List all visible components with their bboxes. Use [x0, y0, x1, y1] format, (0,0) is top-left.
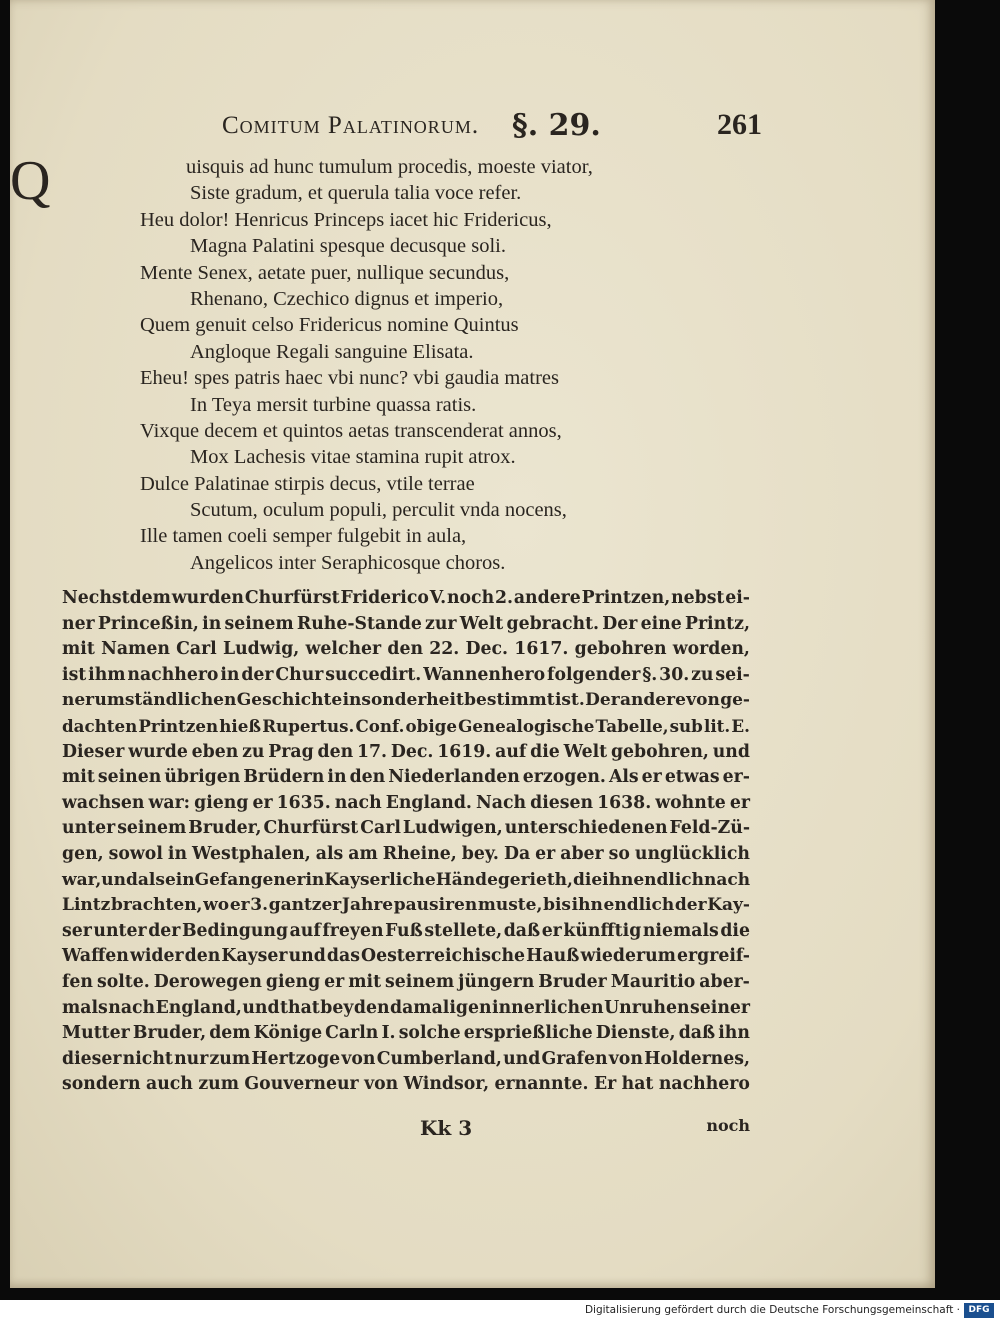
prose-line: dieser nicht nur zum Hertzoge von Cumberland, und Grafen von Holdernes,: [62, 1048, 750, 1069]
drop-cap: Q: [10, 150, 51, 212]
poem-line: Siste gradum, et querula talia voce refer.: [190, 182, 522, 205]
prose-line: wachsen war: gieng er 1635. nach England. Nach diesen 1638. wohnte er: [62, 792, 750, 813]
poem-line: Ille tamen coeli semper fulgebit in aula,: [140, 525, 467, 548]
prose-line: mit Namen Carl Ludwig, welcher den 22. Dec. 1617. gebohren worden,: [62, 639, 750, 660]
prose-line: gen, sowol in Westphalen, als am Rheine, bey. Da er aber so unglücklich: [62, 843, 750, 864]
prose-line: Nechstdem wurden Churfürst Friderico V. noch 2. andere Printzen, nebst ei-: [62, 588, 750, 608]
prose-line: war, und als ein Gefangener in Kayserliche Hände gerieth, die ihn endlich nach: [62, 869, 751, 890]
prose-line: Mutter Bruder, dem Könige Carln I. solche ersprießliche Dienste, daß ihn: [62, 1023, 750, 1044]
book-page: [10, 0, 935, 1288]
poem-line: In Teya mersit turbine quassa ratis.: [190, 393, 477, 416]
running-head: [222, 108, 762, 148]
poem-lines: [140, 154, 760, 576]
poem-line: Mente Senex, aetate puer, nullique secundus,: [140, 261, 510, 284]
poem-line: Magna Palatini spesque decusque soli.: [190, 235, 506, 258]
signature-line: [420, 1116, 750, 1146]
poem-line: Heu dolor! Henricus Princeps iacet hic Fridericus,: [140, 208, 552, 231]
funding-notice: Digitalisierung gefördert durch die Deutsche Forschungsgemeinschaft ·: [584, 1304, 960, 1316]
page-number: 261: [717, 108, 762, 141]
poem-line: Dulce Palatinae stirpis decus, vtile terrae: [140, 472, 475, 495]
digitization-banner: [0, 1300, 1000, 1323]
prose-line: mit seinen übrigen Brüdern in den Niederlanden erzogen. Als er etwas er-: [62, 767, 750, 788]
prose-line: mals nach England, und that bey den damaligen innerlichen Unruhen seiner: [62, 997, 750, 1018]
prose-line: Dieser wurde eben zu Prag den 17. Dec. 1619. auf die Welt gebohren, und: [62, 741, 750, 762]
prose-paragraph: [62, 586, 750, 1098]
poem-line: Quem genuit celso Fridericus nomine Quintus: [140, 314, 519, 337]
prose-line: fen solte. Derowegen gieng er mit seinem jüngern Bruder Mauritio aber-: [62, 971, 750, 992]
poem-line: Angloque Regali sanguine Elisata.: [190, 340, 474, 363]
poem-line: uisquis ad hunc tumulum procedis, moeste viator,: [186, 156, 593, 178]
prose-line: ner umständlichen Geschichte insonderheit bestimmt ist. Der andere von ge-: [62, 690, 750, 711]
prose-line: Lintz brachten, wo er 3. gantzer Jahre pausiren muste, bis ihn endlich der Kay-: [62, 895, 750, 916]
poem-line: Rhenano, Czechico dignus et imperio,: [190, 287, 504, 310]
poem-line: Scutum, oculum populi, perculit vnda nocens,: [190, 499, 567, 522]
catchword: noch: [706, 1116, 750, 1135]
section-number: §. 29.: [512, 108, 601, 143]
poem-line: Eheu! spes patris haec vbi nunc? vbi gaudia matres: [140, 367, 559, 390]
prose-line: ser unter der Bedingung auf freyen Fuß stellete, daß er künfftig niemals die: [62, 920, 750, 941]
dfg-logo: DFG: [964, 1303, 994, 1318]
printer-signature: Kk 3: [420, 1116, 473, 1140]
prose-line: ist ihm nachhero in der Chur succedirt. Wannenhero folgender §. 30. zu sei-: [62, 664, 750, 685]
prose-line: Waffen wider den Kayser und das Oesterreichische Hauß wiederum ergreif-: [62, 946, 750, 967]
poem-line: Vixque decem et quintos aetas transcenderat annos,: [140, 419, 562, 442]
running-title: Comitum Palatinorum.: [222, 112, 480, 139]
prose-line: unter seinem Bruder, Churfürst Carl Ludwigen, unterschiedenen Feld-Zü-: [62, 818, 750, 839]
prose-line: dachten Printzen hieß Rupertus. Conf. obige Genealogische Tabelle, sub lit. E.: [62, 715, 750, 736]
poem-line: Mox Lachesis vitae stamina rupit atrox.: [190, 446, 516, 469]
prose-line: ner Princeßin, in seinem Ruhe-Stande zur Welt gebracht. Der eine Printz,: [62, 613, 750, 634]
prose-line: sondern auch zum Gouverneur von Windsor, ernannte. Er hat nachhero: [62, 1074, 750, 1095]
poem-line: Angelicos inter Seraphicosque choros.: [190, 551, 506, 574]
